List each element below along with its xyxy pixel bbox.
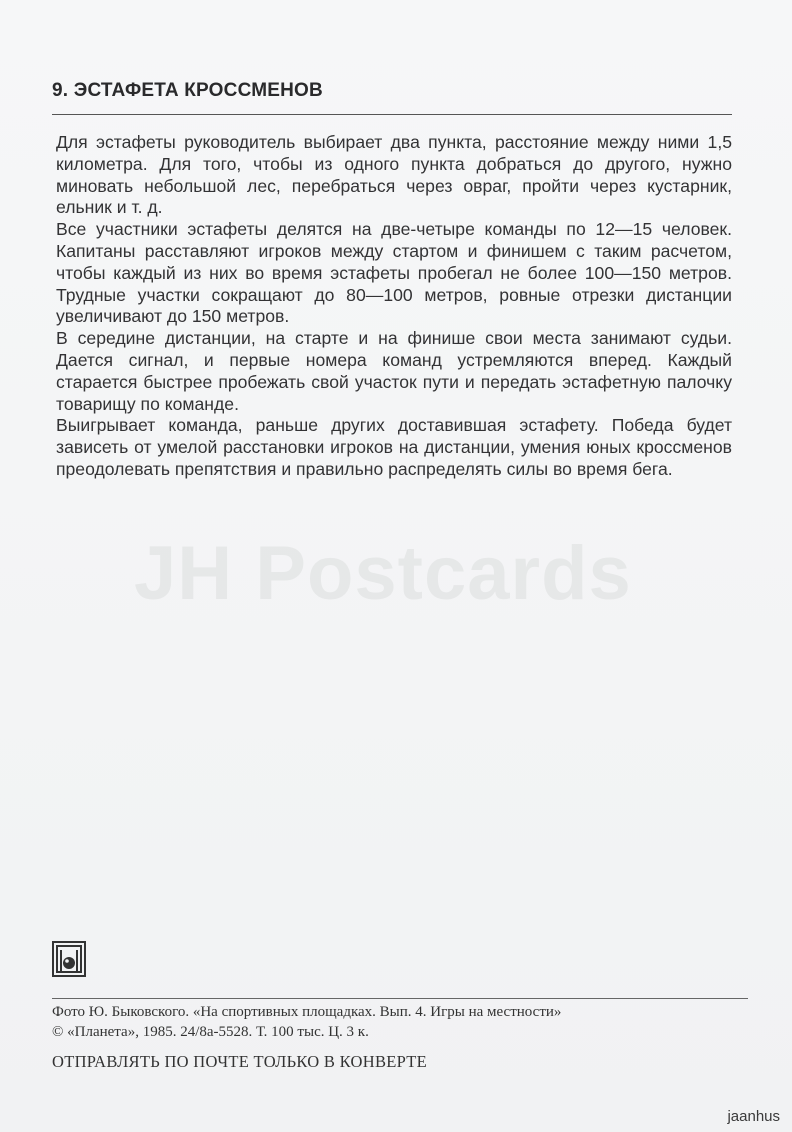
mailing-notice: ОТПРАВЛЯТЬ ПО ПОЧТЕ ТОЛЬКО В КОНВЕРТЕ <box>52 1052 428 1071</box>
body-text <box>56 132 732 481</box>
photo-credit: Фото Ю. Быковского. «На спортивных площадках. Вып. 4. Игры на местности» <box>52 1004 562 1020</box>
paragraph-1: Для эстафеты руководитель выбирает два пункта, расстояние между ними 1,5 километра. Для того, чтобы из одного пункта добраться до другого, нужно миновать небольшой лес, перебраться через овраг, пройти через кустарник, ельник и т. д. <box>56 132 732 218</box>
footer-divider <box>52 998 748 999</box>
paragraph-4: Выигрывает команда, раньше других доставившая эстафету. Победа будет зависеть от умелой расстановки игроков на дистанции, умения юных кроссменов преодолевать препятствия и правильно распределять силы во время бега. <box>56 415 732 479</box>
heading-divider <box>52 114 732 115</box>
paragraph-2: Все участники эстафеты делятся на две-четыре команды по 12—15 человек. Капитаны расставляют игроков между стартом и финишем с таким расчетом, чтобы каждый из них во время эстафеты пробегал не более 100—150 метров. Трудные участки сокращают до 80—100 метров, ровные отрезки дистанции увеличивают до 150 метров. <box>56 219 732 327</box>
publisher-imprint: © «Планета», 1985. 24/8а-5528. Т. 100 тыс. Ц. 3 к. <box>52 1024 369 1040</box>
watermark: JH Postcards <box>134 531 632 616</box>
paragraph-3: В середине дистанции, на старте и на финише свои места занимают судьи. Дается сигнал, и первые номера команд устремляются вперед. Каждый старается быстрее пробежать свой участок пути и передать эстафетную палочку товарищу по команде. <box>56 328 732 414</box>
section-heading: 9. ЭСТАФЕТА КРОССМЕНОВ <box>52 80 323 101</box>
planeta-publisher-logo-icon <box>52 941 86 977</box>
site-tag: jaanhus <box>727 1108 780 1125</box>
